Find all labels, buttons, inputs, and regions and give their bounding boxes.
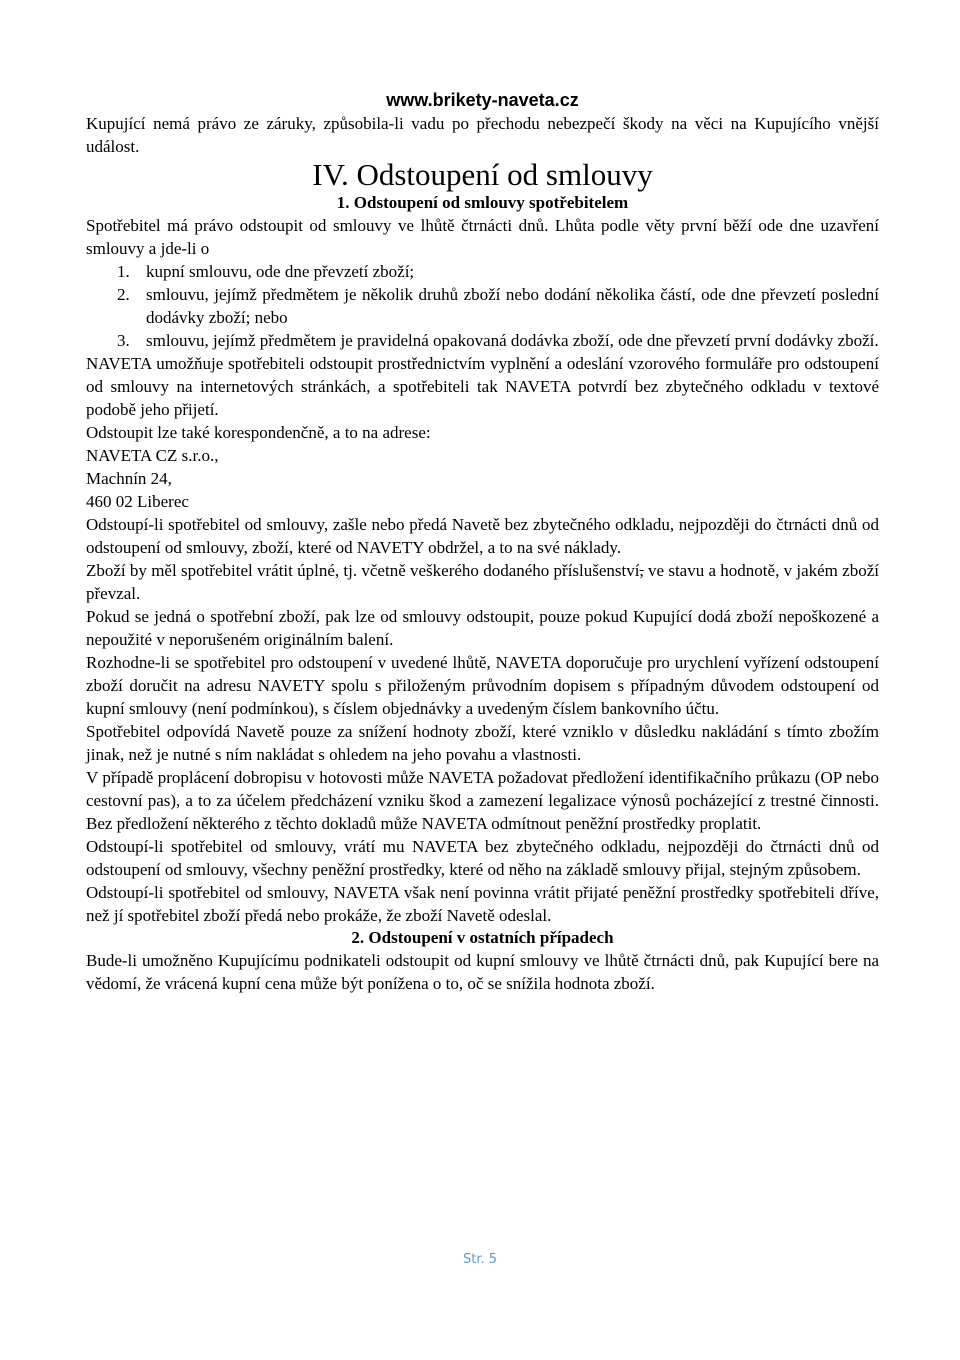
list-item-number: 3. [117,331,130,350]
subsection-1-title: 1. Odstoupení od smlouvy spotřebitelem [336,193,629,212]
paragraph-address-intro: Odstoupit lze také korespondenčně, a to na adrese: [86,423,431,442]
paragraph-return: Odstoupí-li spotřebitel od smlouvy, zašle nebo předá Navetě bez zbytečného odkladu, nejpozději do čtrnácti dnů od odstoupení od smlouvy, zboží, které od NAVETY obdržel, a to na své náklady. [86,515,879,557]
paragraph-refund: Odstoupí-li spotřebitel od smlouvy, vrátí mu NAVETA bez zbytečného odkladu, nejpozději do čtrnácti dnů od odstoupení od smlouvy, všechny peněžní prostředky, které od něho na základě smlouvy přijal, stejným způsobem. [86,837,879,879]
deadline-list [86,260,879,352]
page-number: Str. 5 [462,1252,498,1267]
section-title: IV. Odstoupení od smlouvy [312,157,653,192]
paragraph-complete-a: Zboží by měl spotřebitel vrátit úplné, tj. včetně veškerého dodaného příslušenství [86,561,640,580]
list-item-text: smlouvu, jejímž předmětem je pravidelná opakovaná dodávka zboží, ode dne převzetí první dodávky zboží. [146,331,879,350]
intro-paragraph: Kupující nemá právo ze záruky, způsobila-li vadu po přechodu nebezpečí škody na věci na Kupujícího vnější událost. [86,114,879,156]
list-item [86,283,879,329]
paragraph-recommend: Rozhodne-li se spotřebitel pro odstoupení v uvedené lhůtě, NAVETA doporučuje pro urychlení vyřízení odstoupení zboží doručit na adresu NAVETY spolu s přiloženým průvodním dopisem s případným důvodem odstoupení od kupní smlouvy (není podmínkou), s číslem objednávky a uvedeným číslem bankovního účtu. [86,653,879,718]
list-item [86,260,879,283]
document-page [86,88,879,995]
address-city: 460 02 Liberec [86,492,189,511]
list-item [86,329,879,352]
list-item-number: 1. [117,262,130,281]
paragraph-form: NAVETA umožňuje spotřebiteli odstoupit prostřednictvím vyplnění a odeslání vzorového formuláře pro odstoupení od smlouvy na internetových stránkách, a spotřebiteli tak NAVETA potvrdí bez zbytečného odkladu v textové podobě jeho přijetí. [86,354,879,419]
subsection-1-lead: Spotřebitel má právo odstoupit od smlouvy ve lhůtě čtrnácti dnů. Lhůta podle věty první běží ode dne uzavření smlouvy a jde-li o [86,216,879,258]
paragraph-liability: Spotřebitel odpovídá Navetě pouze za snížení hodnoty zboží, které vzniklo v důsledku nakládání s tímto zbožím jinak, než je nutné s ním nakládat s ohledem na jeho povahu a vlastnosti. [86,722,879,764]
subsection-2-title: 2. Odstoupení v ostatních případech [351,928,614,947]
address-company: NAVETA CZ s.r.o., [86,446,219,465]
list-item-text: kupní smlouvu, ode dne převzetí zboží; [146,262,415,281]
list-item-text: smlouvu, jejímž předmětem je několik druhů zboží nebo dodání několika částí, ode dne převzetí poslední dodávky zboží; nebo [146,285,879,327]
subsection-2-text: Bude-li umožněno Kupujícímu podnikateli odstoupit od kupní smlouvy ve lhůtě čtrnácti dnů, pak Kupující bere na vědomí, že vrácená kupní cena může být ponížena o to, oč se snížila hodnota zboží. [86,951,879,993]
paragraph-complete [86,559,879,605]
paragraph-cash: V případě proplácení dobropisu v hotovosti může NAVETA požadovat předložení identifikačního průkazu (OP nebo cestovní pas), a to za účelem předcházení vzniku škod a zamezení legalizace výnosů pocházející z trestné činnosti. Bez předložení některého z těchto dokladů může NAVETA odmítnout peněžní prostředky proplatit. [86,768,879,833]
paragraph-complete-b: ve stavu a hodnotě, v jakém zboží převzal. [86,561,879,603]
header-url[interactable]: www.brikety-naveta.cz [386,90,579,110]
paragraph-consumable: Pokud se jedná o spotřební zboží, pak lze od smlouvy odstoupit, pouze pokud Kupující dodá zboží nepoškozené a nepoužité v neporušeném originálním balení. [86,607,879,649]
address-street: Machnín 24, [86,469,172,488]
struck-comma: , [639,561,644,580]
list-item-number: 2. [117,285,130,304]
paragraph-refund-condition: Odstoupí-li spotřebitel od smlouvy, NAVETA však není povinna vrátit přijaté peněžní prostředky spotřebiteli dříve, než jí spotřebitel zboží předá nebo prokáže, že zboží Navetě odeslal. [86,883,879,925]
